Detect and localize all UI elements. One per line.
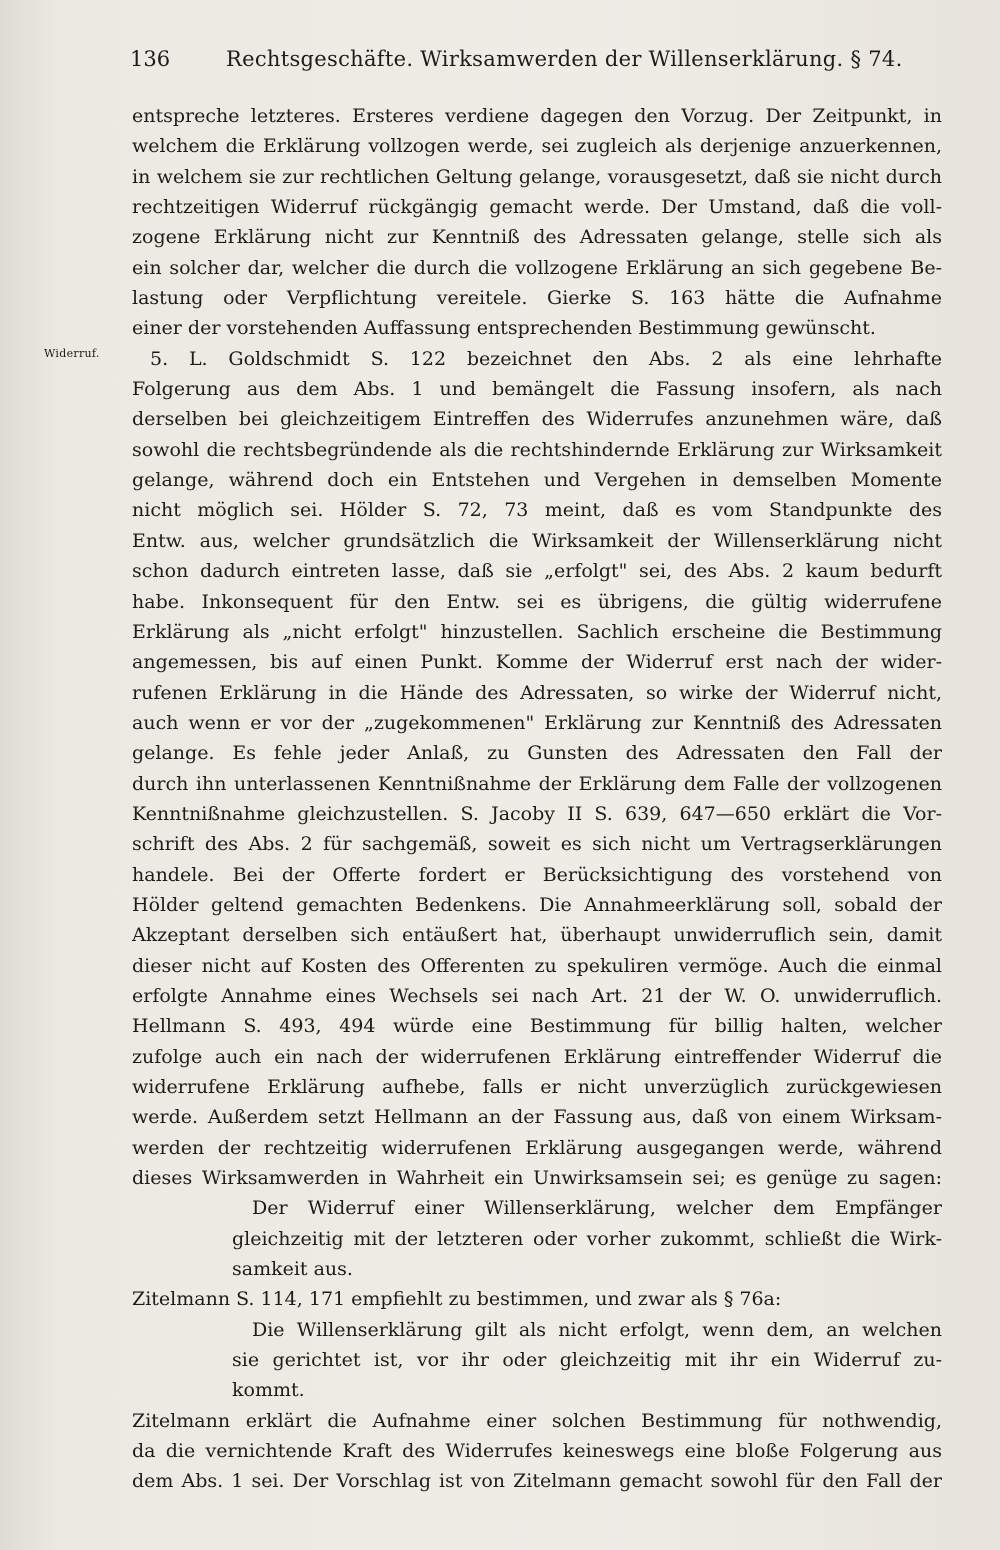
text-line: angemessen, bis auf einen Punkt. Komme der Widerruf erst nach der wider-: [132, 651, 942, 674]
text-line: entspreche letzteres. Ersteres verdiene dagegen den Vorzug. Der Zeitpunkt, in: [132, 105, 942, 127]
text-line: durch ihn unterlassenen Kenntnißnahme der Erklärung dem Falle der vollzogenen: [132, 772, 942, 795]
text-line: erfolgte Annahme eines Wechsels sei nach Art. 21 der W. O. unwiderruflich.: [132, 984, 942, 1007]
text-line: dieses Wirksamwerden in Wahrheit ein Unwirksamsein sei; es genüge zu sagen:: [132, 1167, 942, 1190]
text-line: lastung oder Verpflichtung vereitele. Gierke S. 163 hätte die Aufnahme: [132, 287, 942, 310]
text-line: welchem die Erklärung vollzogen werde, sei zugleich als derjenige anzuerkennen,: [132, 135, 942, 158]
text-line: schrift des Abs. 2 für sachgemäß, soweit es sich nicht um Vertragserklärungen: [132, 833, 942, 856]
text-line: sowohl die rechtsbegründende als die rechtshindernde Erklärung zur Wirksamkeit: [132, 438, 942, 461]
text-line: handele. Bei der Offerte fordert er Berücksichtigung des vorstehend von: [132, 863, 942, 886]
text-line: dem Abs. 1 sei. Der Vorschlag ist von Zitelmann gemacht sowohl für den Fall der: [132, 1470, 942, 1493]
text-line: Hölder geltend gemachten Bedenkens. Die Annahmeerklärung soll, sobald der: [132, 893, 942, 916]
text-line: werden der rechtzeitig widerrufenen Erklärung ausgegangen werde, während: [132, 1136, 942, 1159]
quote-line: sie gerichtet ist, vor ihr oder gleichzeitig mit ihr ein Widerruf zu-: [232, 1349, 942, 1372]
text-line: derselben bei gleichzeitigem Eintreffen des Widerrufes anzunehmen wäre, daß: [132, 408, 942, 431]
text-line: Hellmann S. 493, 494 würde eine Bestimmung für billig halten, welcher: [132, 1015, 942, 1038]
quote-line: gleichzeitig mit der letzteren oder vorher zukommt, schließt die Wirk-: [232, 1227, 942, 1250]
text-line: Erklärung als „nicht erfolgt" hinzustellen. Sachlich erscheine die Bestimmung: [132, 620, 942, 643]
quote-line: kommt.: [232, 1379, 305, 1402]
running-title: Rechtsgeschäfte. Wirksamwerden der Willenserklärung. § 74.: [226, 47, 903, 71]
text-line: rufenen Erklärung in die Hände des Adressaten, so wirke der Widerruf nicht,: [132, 681, 942, 704]
text-line: werde. Außerdem setzt Hellmann an der Fassung aus, daß von einem Wirksam-: [132, 1106, 942, 1129]
text-line: ein solcher dar, welcher die durch die vollzogene Erklärung an sich gegebene Be-: [132, 256, 942, 279]
text-line: da die vernichtende Kraft des Widerrufes keineswegs eine bloße Folgerung aus: [132, 1440, 942, 1463]
text-line: nicht möglich sei. Hölder S. 72, 73 meint, daß es vom Standpunkte des: [132, 499, 942, 522]
quote-line: samkeit aus.: [232, 1258, 353, 1281]
text-line: gelange, während doch ein Entstehen und Vergehen in demselben Momente: [132, 469, 942, 492]
text-line: Zitelmann erklärt die Aufnahme einer solchen Bestimmung für nothwendig,: [132, 1409, 942, 1432]
text-line: schon dadurch eintreten lasse, daß sie „erfolgt" sei, des Abs. 2 kaum bedurft: [132, 560, 942, 583]
quote-line: Der Widerruf einer Willenserklärung, welcher dem Empfänger: [252, 1197, 942, 1220]
text-line: in welchem sie zur rechtlichen Geltung gelange, vorausgesetzt, daß sie nicht durch: [132, 165, 942, 188]
running-header: [130, 44, 930, 74]
text-line: Zitelmann S. 114, 171 empfiehlt zu bestimmen, und zwar als § 76a:: [132, 1288, 782, 1311]
text-line: zufolge auch ein nach der widerrufenen Erklärung eintreffender Widerruf die: [132, 1045, 942, 1068]
text-line: Akzeptant derselben sich entäußert hat, überhaupt unwiderruflich sein, damit: [132, 924, 942, 947]
text-line: einer der vorstehenden Auffassung entsprechenden Bestimmung gewünscht.: [132, 317, 876, 340]
text-body: [132, 101, 942, 1497]
text-line: Entw. aus, welcher grundsätzlich die Wirksamkeit der Willenserklärung nicht: [132, 529, 942, 552]
text-line: rechtzeitigen Widerruf rückgängig gemacht werde. Der Umstand, daß die voll-: [132, 196, 942, 219]
margin-note: Widerruf.: [44, 347, 100, 360]
text-line: widerrufene Erklärung aufhebe, falls er nicht unverzüglich zurückgewiesen: [132, 1076, 942, 1098]
text-line: habe. Inkonsequent für den Entw. sei es übrigens, die gültig widerrufene: [132, 590, 942, 613]
text-line: zogene Erklärung nicht zur Kenntniß des Adressaten gelange, stelle sich als: [132, 226, 942, 249]
page-number: 136: [130, 47, 171, 71]
quote-line: Die Willenserklärung gilt als nicht erfolgt, wenn dem, an welchen: [252, 1318, 942, 1341]
text-line: auch wenn er vor der „zugekommenen" Erklärung zur Kenntniß des Adressaten: [132, 711, 942, 734]
text-line: gelange. Es fehle jeder Anlaß, zu Gunsten des Adressaten den Fall der: [132, 742, 942, 765]
text-line: Kenntnißnahme gleichzustellen. S. Jacoby II S. 639, 647—650 erklärt die Vor-: [132, 802, 942, 825]
text-line: Folgerung aus dem Abs. 1 und bemängelt die Fassung insofern, als nach: [132, 378, 942, 401]
text-line: dieser nicht auf Kosten des Offerenten zu spekuliren vermöge. Auch die einmal: [132, 954, 942, 977]
text-line: 5. L. Goldschmidt S. 122 bezeichnet den Abs. 2 als eine lehrhafte: [150, 347, 942, 370]
